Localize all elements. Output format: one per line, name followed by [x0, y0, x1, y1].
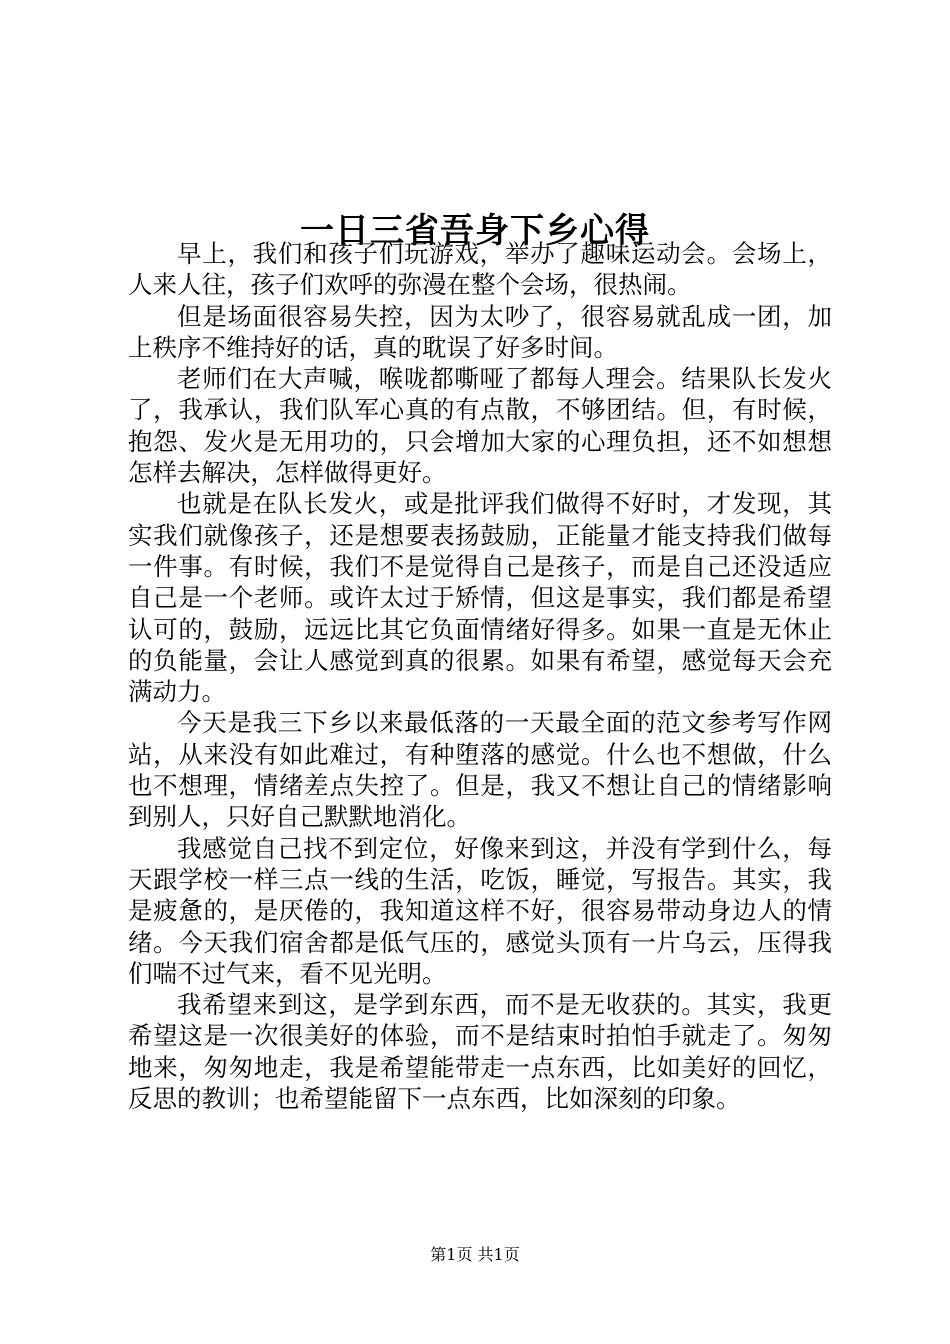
document-body	[128, 238, 832, 1114]
paragraph-5: 今天是我三下乡以来最低落的一天最全面的范文参考写作网站，从来没有如此难过，有种堕落的感觉。什么也不想做，什么也不想理，情绪差点失控了。但是，我又不想让自己的情绪影响到别人，只好自己默默地消化。	[128, 708, 832, 832]
document-title: 一日三省吾身下乡心得	[300, 210, 650, 251]
paragraph-2: 但是场面很容易失控，因为太吵了，很容易就乱成一团，加上秩序不维持好的话，真的耽误了好多时间。	[128, 301, 832, 362]
paragraph-7: 我希望来到这，是学到东西，而不是无收获的。其实，我更希望这是一次很美好的体验，而不是结束时拍怕手就走了。匆匆地来，匆匆地走，我是希望能带走一点东西，比如美好的回忆，反思的教训；也希望能留下一点东西，比如深刻的印象。	[128, 990, 832, 1114]
paragraph-3: 老师们在大声喊，喉咙都嘶哑了都每人理会。结果队长发火了，我承认，我们队军心真的有点散，不够团结。但，有时候，抱怨、发火是无用功的，只会增加大家的心理负担，还不如想想怎样去解决，怎样做得更好。	[128, 364, 832, 488]
paragraph-4: 也就是在队长发火，或是批评我们做得不好时，才发现，其实我们就像孩子，还是想要表扬鼓励，正能量才能支持我们做每一件事。有时候，我们不是觉得自己是孩子，而是自己还没适应自己是一个老师。或许太过于矫情，但这是事实，我们都是希望认可的，鼓励，远远比其它负面情绪好得多。如果一直是无休止的负能量，会让人感觉到真的很累。如果有希望，感觉每天会充满动力。	[128, 489, 832, 707]
page-footer: 第1页 共1页	[430, 1245, 520, 1264]
paragraph-1: 早上，我们和孩子们玩游戏，举办了趣味运动会。会场上，人来人往，孩子们欢呼的弥漫在整个会场，很热闹。	[128, 239, 832, 300]
paragraph-6: 我感觉自己找不到定位，好像来到这，并没有学到什么，每天跟学校一样三点一线的生活，吃饭，睡觉，写报告。其实，我是疲惫的，是厌倦的，我知道这样不好，很容易带动身边人的情绪。今天我们宿舍都是低气压的，感觉头顶有一片乌云，压得我们喘不过气来，看不见光明。	[128, 833, 832, 988]
